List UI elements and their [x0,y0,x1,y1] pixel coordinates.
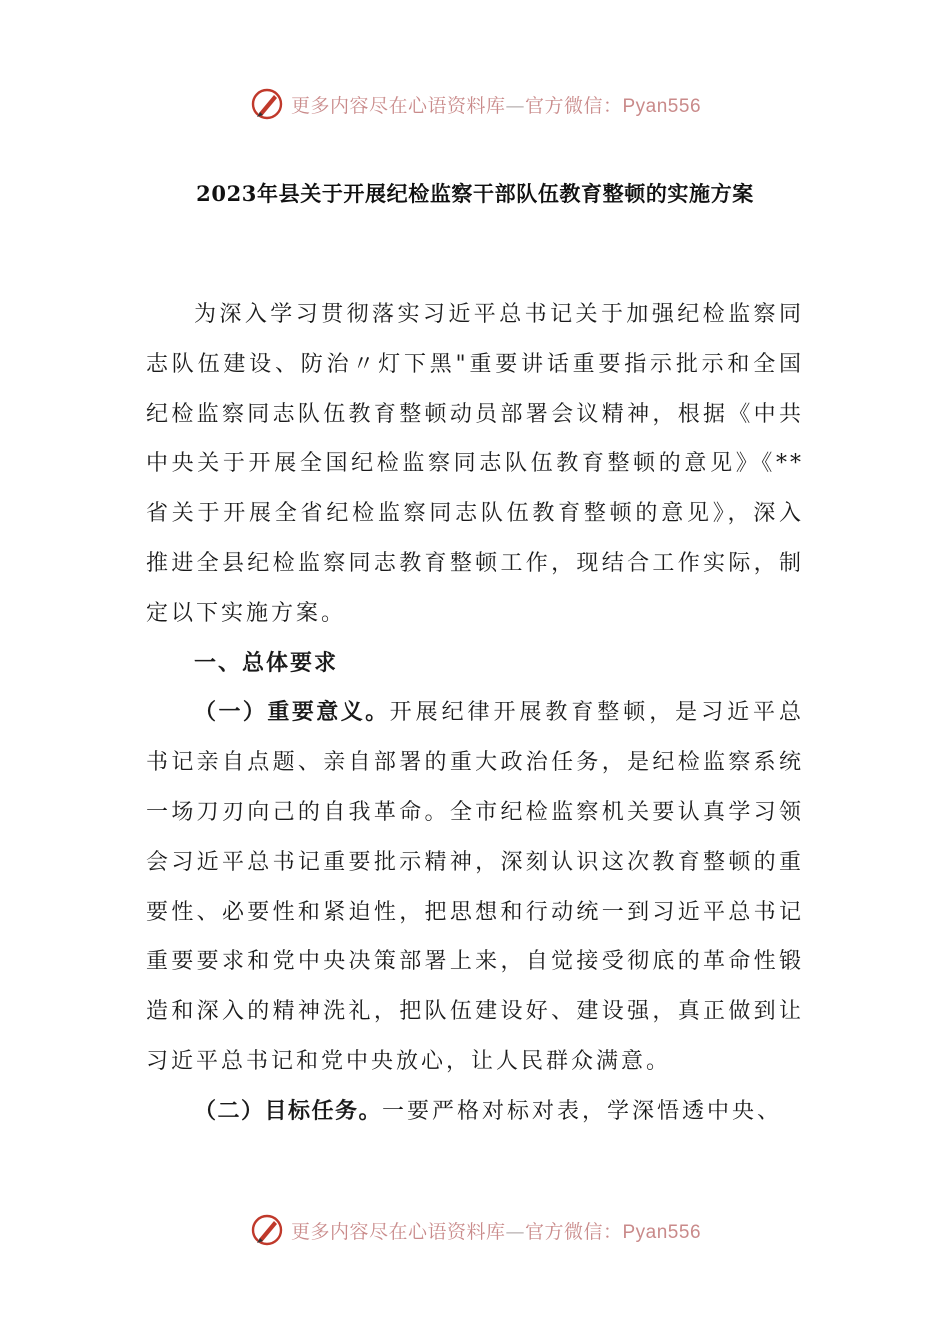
watermark-brand: 更多内容尽在心语资料库 [290,94,506,117]
intro-paragraph: 为深入学习贯彻落实习近平总书记关于加强纪检监察同志队伍建设、防治〃灯下黑"重要讲话重要指示批示和全国纪检监察同志队伍教育整顿动员部署会议精神，根据《中共中央关于开展全国纪检监察同志队伍教育整顿的意见》《**省关于开展全省纪检监察同志队伍教育整顿的意见》，深入推进全县纪检监察同志教育整顿工作，现结合工作实际，制定以下实施方案。 [146,302,804,626]
watermark-label: 官方微信： [524,1220,623,1243]
watermark-label: 官方微信： [524,94,623,117]
watermark-account: Pyan556 [622,95,702,117]
item-2-paragraph [146,1087,804,1137]
pen-nib-logo-icon [249,86,285,122]
watermark-brand: 更多内容尽在心语资料库 [290,1220,506,1243]
watermark-separator: — [505,94,525,117]
watermark-account: Pyan556 [622,1221,702,1243]
watermark-text [291,1217,701,1244]
item-1-paragraph [146,688,804,1086]
section-heading-1: 一、总体要求 [194,650,339,676]
item-2-text: 一要严格对标对表，学深悟透中央、 [382,1098,783,1124]
watermark-text [291,91,701,118]
item-1-text: 开展纪律开展教育整顿，是习近平总书记亲自点题、亲自部署的重大政治任务，是纪检监察系统一场刀刃向己的自我革命。全市纪检监察机关要认真学习领会习近平总书记重要批示精神，深刻认识这次教育整顿的重要性、必要性和紧迫性，把思想和行动统一到习近平总书记重要要求和党中央决策部署上来，自觉接受彻底的革命性锻造和深入的精神洗礼，把队伍建设好、建设强，真正做到让习近平总书记和党中央放心，让人民群众满意。 [146,700,804,1074]
document-title: 2023年县关于开展纪检监察干部队伍教育整顿的实施方案 [196,181,754,206]
item-2-lead: （二）目标任务。 [194,1098,383,1124]
watermark-header [0,84,950,124]
watermark-footer [0,1210,950,1250]
watermark-separator: — [505,1220,525,1243]
pen-nib-logo-icon [249,1212,285,1248]
item-1-lead: （一）重要意义。 [194,700,390,726]
document-body [146,290,804,1137]
